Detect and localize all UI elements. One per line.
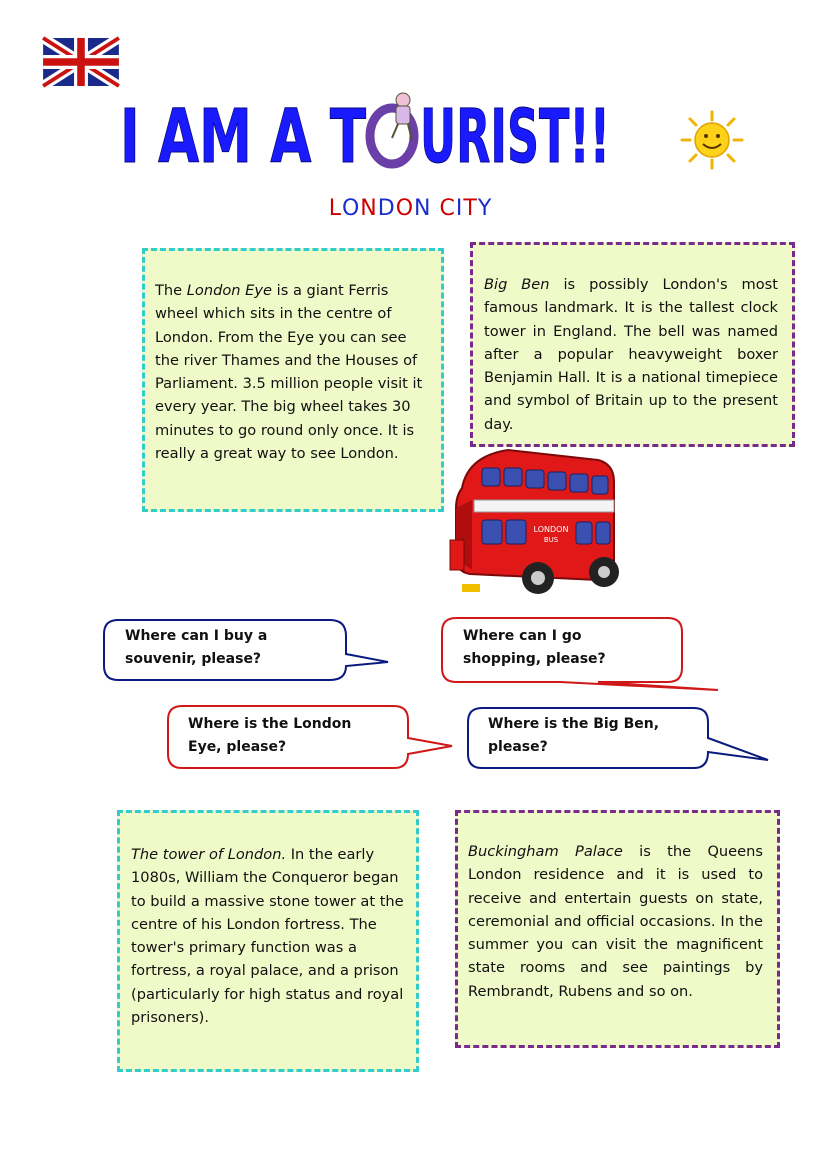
- big-ben-text: [484, 273, 778, 436]
- bubble-ben-text: [488, 713, 659, 759]
- title-left: I AM A T: [120, 94, 367, 180]
- subtitle-letter: C: [439, 196, 456, 221]
- tower-body: In the early 1080s, William the Conqueror began to build a massive stone tower at the centre of his London fortress. The tower's primary function was a fortress, a royal palace, and a prison (particularly for high status and royal prisoners).: [131, 846, 404, 1027]
- bus-label-line1: LONDON: [533, 525, 569, 534]
- london-eye-lead: The: [155, 282, 187, 299]
- big-ben-body: is possibly London's most famous landmark. It is the tallest clock tower in England. The bell was named after a popular heavyweight boxer Benjamin Hall. It is a national timepiece and symbol of Britain up to the present day.: [484, 276, 778, 433]
- bubble-shopping-line2: shopping, please?: [463, 651, 606, 667]
- tower-text: [131, 843, 406, 1029]
- london-eye-text: [155, 279, 433, 465]
- red-double-decker-bus-image: [448, 448, 628, 600]
- bus-label-line2: BUS: [543, 536, 559, 544]
- palace-text: [468, 840, 763, 1003]
- union-jack-flag-icon: [43, 38, 119, 86]
- london-eye-body: is a giant Ferris wheel which sits in the centre of London. From the Eye you can see the river Thames and the Houses of Parliament. 3.5 million people visit it every year. The big wheel takes 30 minutes to go round only once. It is really a great way to see London.: [155, 282, 423, 463]
- bubble-ben-line1: Where is the Big Ben,: [488, 716, 660, 732]
- palace-body: is the Queens London residence and it is used to receive and entertain guests on state, ceremonial and official occasions. In the summer you can visit the magnificent state rooms and see paintings by Rembrandt, Rubens and so on.: [468, 843, 763, 1000]
- tower-name: The tower of London.: [131, 846, 287, 863]
- subtitle-letter: N: [360, 196, 378, 221]
- big-ben-info-box: [470, 242, 795, 447]
- subtitle-letter: L: [328, 196, 342, 221]
- subtitle-letter: Y: [477, 196, 493, 221]
- subtitle-london-city: [0, 196, 821, 221]
- bubble-eye-line2: Eye, please?: [188, 739, 287, 755]
- bubble-eye-text: [188, 713, 351, 759]
- bubble-shopping-line1: Where can I go: [463, 628, 582, 644]
- buckingham-palace-info-box: [455, 810, 780, 1048]
- london-eye-name: London Eye: [186, 282, 273, 299]
- subtitle-letter: O: [341, 196, 361, 221]
- title-right: URIST!!: [420, 94, 610, 180]
- palace-name: Buckingham Palace: [468, 843, 623, 860]
- bubble-ben-line2: please?: [488, 739, 548, 755]
- tower-of-london-info-box: [117, 810, 419, 1072]
- bubble-souvenir-text: [125, 625, 267, 671]
- subtitle-letter: N: [414, 196, 432, 221]
- london-eye-info-box: [142, 248, 444, 512]
- speech-bubbles-area: [0, 610, 821, 785]
- bubble-shopping-text: [463, 625, 606, 671]
- subtitle-letter: D: [377, 196, 396, 221]
- bubble-eye-line1: Where is the London: [188, 716, 352, 732]
- bubble-souvenir-line2: souvenir, please?: [125, 651, 262, 667]
- smiling-sun-icon: [680, 110, 744, 170]
- subtitle-letter: O: [395, 196, 415, 221]
- big-ben-name: Big Ben: [484, 276, 550, 293]
- bubble-souvenir-line1: Where can I buy a: [125, 628, 268, 644]
- subtitle-letter: [432, 196, 440, 221]
- subtitle-letter: I: [455, 196, 464, 221]
- tourist-o-figure-icon: [370, 93, 414, 164]
- page-title: [120, 88, 640, 180]
- subtitle-letter: T: [463, 196, 478, 221]
